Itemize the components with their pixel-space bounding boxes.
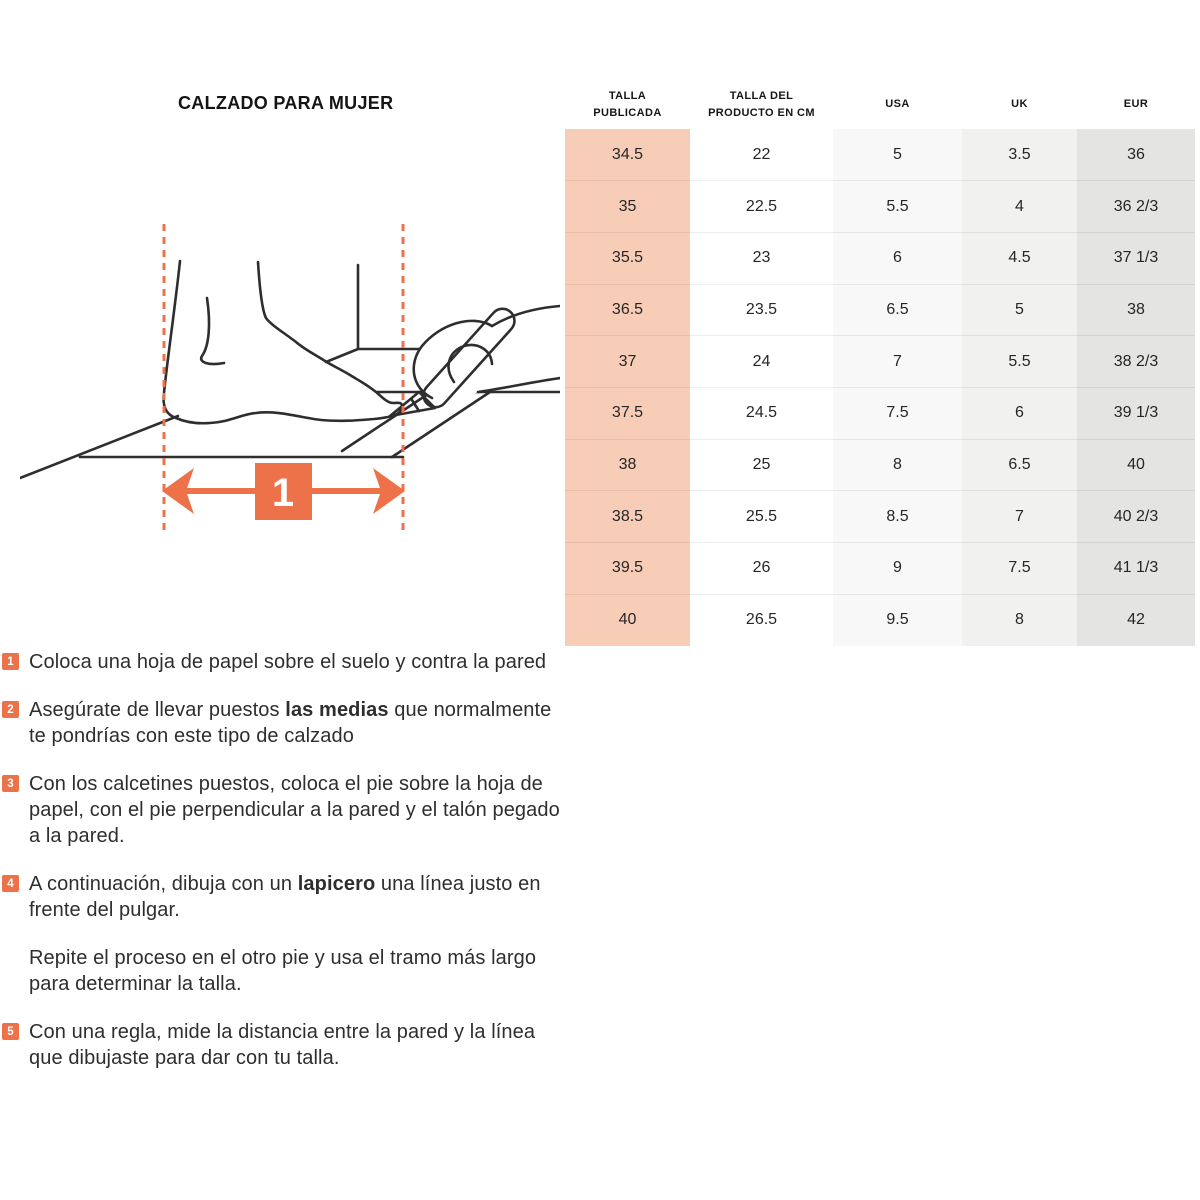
page-title: CALZADO PARA MUJER [178, 93, 394, 113]
size-table-cell: 5.5 [833, 181, 962, 233]
size-table-cell: 7.5 [833, 387, 962, 439]
step-number-badge: 1 [2, 653, 19, 670]
size-table-cell: 6 [833, 232, 962, 284]
size-table [565, 80, 1195, 646]
measurement-steps [2, 649, 560, 1093]
size-table-cell: 5.5 [962, 336, 1077, 388]
size-table-cell: 26 [690, 543, 833, 595]
size-table-row [565, 543, 1195, 595]
size-table-cell: 6.5 [962, 439, 1077, 491]
size-table-cell: 9.5 [833, 594, 962, 646]
step-number-badge: 2 [2, 701, 19, 718]
size-table-cell: 40 [1077, 439, 1195, 491]
wall-floor-line [326, 349, 426, 362]
measure-step-badge-label: 1 [271, 471, 295, 515]
step-text: Repite el proceso en el otro pie y usa el tramo más largo para determinar la talla. [29, 947, 537, 995]
floor-line [20, 416, 178, 478]
size-table-row [565, 491, 1195, 543]
size-table-cell: 35 [565, 181, 690, 233]
size-table-cell: 37 1/3 [1077, 232, 1195, 284]
ankle-line [201, 298, 224, 364]
size-table-cell: 7 [962, 491, 1077, 543]
size-table-cell: 24.5 [690, 387, 833, 439]
step-text: Con los calcetines puestos, coloca el pie sobre la hoja de papel, con el pie perpendicular a la pared y el talón pegado a la pared. [29, 773, 560, 847]
size-table-cell: 5 [833, 129, 962, 181]
instruction-step [2, 871, 560, 923]
foot-measurement-diagram [20, 210, 560, 560]
step-number-badge: 5 [2, 1023, 19, 1040]
size-table-cell: 40 2/3 [1077, 491, 1195, 543]
foot-measurement-illustration [20, 210, 560, 560]
size-table-cell: 39.5 [565, 543, 690, 595]
column-header: USA [833, 80, 962, 129]
column-header: UK [962, 80, 1077, 129]
size-table-cell: 25 [690, 439, 833, 491]
step-text: Con una regla, mide la distancia entre la pared y la línea que dibujaste para dar con tu talla. [29, 1021, 536, 1069]
size-table-row [565, 336, 1195, 388]
size-table-cell: 38.5 [565, 491, 690, 543]
step-text: Coloca una hoja de papel sobre el suelo y contra la pared [29, 651, 547, 673]
size-table-body [565, 129, 1195, 646]
size-table-cell: 6.5 [833, 284, 962, 336]
size-table-row [565, 284, 1195, 336]
size-table-header-row [565, 80, 1195, 129]
instruction-step [2, 771, 560, 849]
size-table-row [565, 181, 1195, 233]
size-table-cell: 41 1/3 [1077, 543, 1195, 595]
size-table-cell: 25.5 [690, 491, 833, 543]
size-table-cell: 22.5 [690, 181, 833, 233]
step-number-badge: 4 [2, 875, 19, 892]
column-header: EUR [1077, 80, 1195, 129]
size-table-cell: 4.5 [962, 232, 1077, 284]
foot-outline [164, 261, 403, 423]
size-table-cell: 36 2/3 [1077, 181, 1195, 233]
size-table-cell: 7 [833, 336, 962, 388]
size-table-cell: 37.5 [565, 387, 690, 439]
instruction-step [2, 1019, 560, 1071]
instruction-step [2, 697, 560, 749]
size-table-row [565, 594, 1195, 646]
size-table-cell: 40 [565, 594, 690, 646]
size-table-cell: 8 [833, 439, 962, 491]
instruction-step [2, 649, 560, 675]
size-table-cell: 42 [1077, 594, 1195, 646]
size-table-cell: 7.5 [962, 543, 1077, 595]
size-table-cell: 23 [690, 232, 833, 284]
column-header: TALLA PUBLICADA [565, 80, 690, 129]
size-table-cell: 36.5 [565, 284, 690, 336]
size-table-cell: 38 [565, 439, 690, 491]
step-text: A continuación, dibuja con un lapicero una línea justo en frente del pulgar. [29, 873, 541, 921]
size-table-row [565, 387, 1195, 439]
step-number-badge: 3 [2, 775, 19, 792]
size-table-cell: 8 [962, 594, 1077, 646]
size-table-cell: 3.5 [962, 129, 1077, 181]
size-table-cell: 38 2/3 [1077, 336, 1195, 388]
column-header: TALLA DEL PRODUCTO EN CM [690, 80, 833, 129]
size-table-cell: 22 [690, 129, 833, 181]
size-table-row [565, 232, 1195, 284]
size-table-cell: 39 1/3 [1077, 387, 1195, 439]
size-table-cell: 23.5 [690, 284, 833, 336]
size-table-cell: 6 [962, 387, 1077, 439]
size-table-cell: 38 [1077, 284, 1195, 336]
instruction-note [2, 945, 560, 997]
size-table-cell: 26.5 [690, 594, 833, 646]
size-table-cell: 34.5 [565, 129, 690, 181]
size-table-cell: 37 [565, 336, 690, 388]
size-table-cell: 4 [962, 181, 1077, 233]
size-table-row [565, 129, 1195, 181]
size-table-cell: 5 [962, 284, 1077, 336]
size-table-cell: 35.5 [565, 232, 690, 284]
size-table-cell: 36 [1077, 129, 1195, 181]
size-table-row [565, 439, 1195, 491]
size-table-cell: 8.5 [833, 491, 962, 543]
size-table-cell: 24 [690, 336, 833, 388]
size-table-cell: 9 [833, 543, 962, 595]
step-text: Asegúrate de llevar puestos las medias que normalmente te pondrías con este tipo de calzado [29, 699, 552, 747]
